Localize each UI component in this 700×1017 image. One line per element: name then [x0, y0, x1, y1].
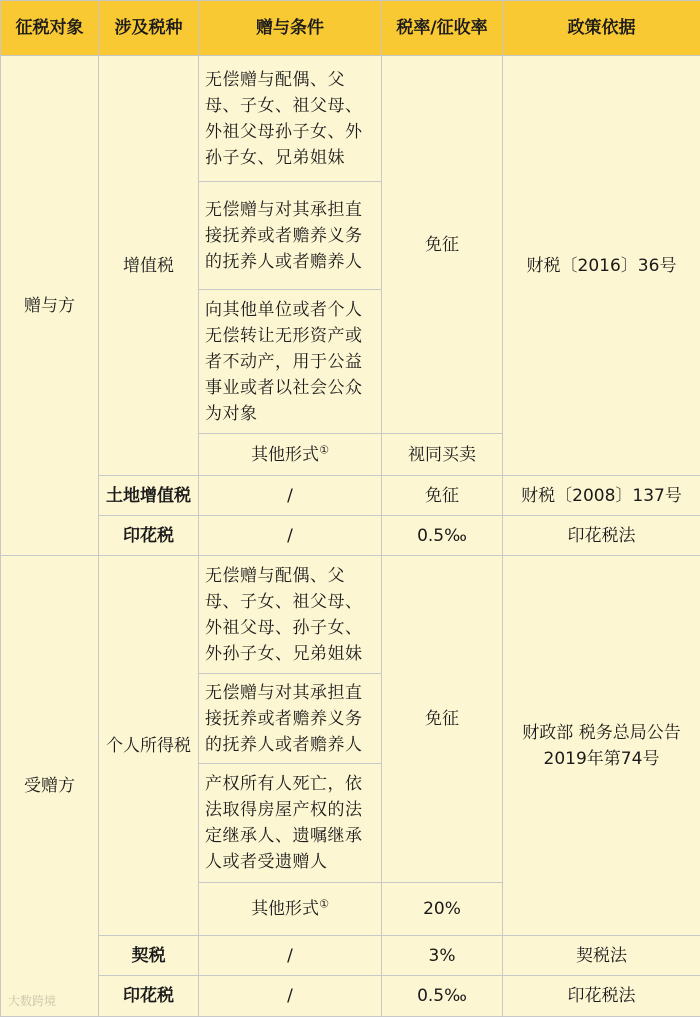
donor-vat-basis: 财税〔2016〕36号 — [503, 56, 700, 476]
recipient-iit-cond2: 无偿赠与对其承担直接抚养或者赡养义务的抚养人或者赡养人 — [199, 674, 382, 764]
table-row — [1, 936, 700, 976]
recipient-label: 受赠方 — [1, 556, 99, 1017]
other-form-label: 其他形式 — [251, 444, 320, 465]
recipient-iit-exempt-rate: 免征 — [382, 556, 503, 883]
donor-landvat-basis: 财税〔2008〕137号 — [503, 476, 700, 516]
donor-landvat-rate: 免征 — [382, 476, 503, 516]
donor-vat-cond3: 向其他单位或者个人无偿转让无形资产或者不动产，用于公益事业或者以社会公众为对象 — [199, 290, 382, 434]
recipient-iit-cond3: 产权所有人死亡，依法取得房屋产权的法定继承人、遗嘱继承人或者受遗赠人 — [199, 764, 382, 883]
donor-stamp-cond: / — [199, 516, 382, 556]
table-row — [1, 556, 700, 674]
recipient-stamp-rate: 0.5‰ — [382, 976, 503, 1017]
donor-stamp-basis: 印花税法 — [503, 516, 700, 556]
recipient-stamp-cond: / — [199, 976, 382, 1017]
footnote-mark: ① — [319, 897, 329, 911]
donor-vat-cond1: 无偿赠与配偶、父母、子女、祖父母、外祖父母孙子女、外孙子女、兄弟姐妹 — [199, 56, 382, 182]
recipient-iit-other-rate: 20% — [382, 883, 503, 936]
donor-vat-other-form — [199, 434, 382, 476]
recipient-deed-tax: 契税 — [99, 936, 199, 976]
recipient-stamp-tax: 印花税 — [99, 976, 199, 1017]
other-form-label: 其他形式 — [251, 899, 320, 919]
recipient-deed-cond: / — [199, 936, 382, 976]
donor-landvat-cond: / — [199, 476, 382, 516]
header-basis: 政策依据 — [503, 1, 700, 56]
header-tax-type: 涉及税种 — [99, 1, 199, 56]
header-row — [1, 1, 700, 56]
table-row — [1, 476, 700, 516]
recipient-deed-basis: 契税法 — [503, 936, 700, 976]
header-condition: 赠与条件 — [199, 1, 382, 56]
recipient-stamp-basis: 印花税法 — [503, 976, 700, 1017]
recipient-iit-basis: 财政部 税务总局公告2019年第74号 — [503, 556, 700, 936]
donor-vat-other-rate: 视同买卖 — [382, 434, 503, 476]
recipient-iit-tax: 个人所得税 — [99, 556, 199, 936]
table-row — [1, 976, 700, 1017]
header-rate: 税率/征收率 — [382, 1, 503, 56]
donor-landvat-tax: 土地增值税 — [99, 476, 199, 516]
recipient-iit-cond1: 无偿赠与配偶、父母、子女、祖父母、外祖父母、孙子女、外孙子女、兄弟姐妹 — [199, 556, 382, 674]
donor-stamp-tax: 印花税 — [99, 516, 199, 556]
donor-vat-cond2: 无偿赠与对其承担直接抚养或者赡养义务的抚养人或者赡养人 — [199, 182, 382, 290]
donor-vat-exempt-rate: 免征 — [382, 56, 503, 434]
table-row — [1, 56, 700, 182]
footnote-mark: ① — [319, 442, 329, 456]
donor-vat-tax: 增值税 — [99, 56, 199, 476]
donor-label: 赠与方 — [1, 56, 99, 556]
watermark: 大数跨境 — [8, 994, 57, 1008]
donor-stamp-rate: 0.5‰ — [382, 516, 503, 556]
table-row — [1, 516, 700, 556]
recipient-iit-other-form — [199, 883, 382, 936]
recipient-deed-rate: 3% — [382, 936, 503, 976]
header-taxpayer: 征税对象 — [1, 1, 99, 56]
